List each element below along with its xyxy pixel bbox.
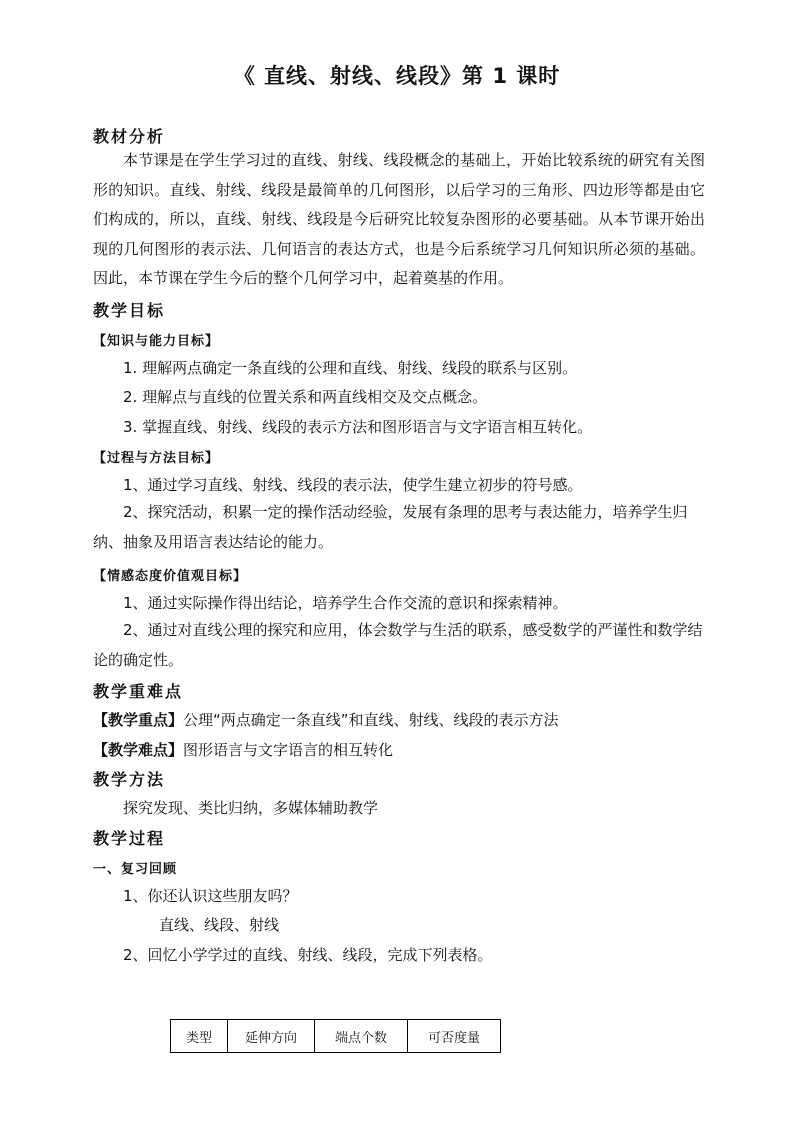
review-question-2: 2、回忆小学学过的直线、射线、线段，完成下列表格。 xyxy=(123,946,493,964)
table-header-cell: 类型 xyxy=(171,1020,228,1053)
teaching-difficulty-text: 图形语言与文字语言的相互转化 xyxy=(183,741,394,759)
review-section-label: 一、复习回顾 xyxy=(93,862,178,877)
process-goal-1: 1、通过学习直线、射线、线段的表示法，使学生建立初步的符号感。 xyxy=(123,476,583,494)
heading-goals: 教学目标 xyxy=(93,301,166,320)
table-header-cell: 可否度量 xyxy=(408,1020,501,1053)
process-goals-label: 【过程与方法目标】 xyxy=(93,451,220,466)
comparison-table xyxy=(170,1019,501,1053)
table-header-cell: 端点个数 xyxy=(315,1020,408,1053)
method-text: 探究发现、类比归纳，多媒体辅助教学 xyxy=(123,799,379,817)
emotion-goal-1: 1、通过实际操作得出结论，培养学生合作交流的意识和探索精神。 xyxy=(123,594,568,612)
knowledge-goal-2: 2. 理解点与直线的位置关系和两直线相交及交点概念。 xyxy=(123,388,488,406)
heading-process: 教学过程 xyxy=(93,829,166,848)
teaching-focus-text: 公理“两点确定一条直线”和直线、射线、线段的表示方法 xyxy=(183,711,559,729)
teaching-difficulty xyxy=(93,739,393,760)
heading-key-points: 教学重难点 xyxy=(93,682,184,701)
review-answer-1: 直线、线段、射线 xyxy=(159,916,280,934)
emotion-goal-2: 2、通过对直线公理的探究和应用，体会数学与生活的联系，感受数学的严谨性和数学结论的确定性。 xyxy=(93,621,703,669)
teaching-focus-label: 【教学重点】 xyxy=(93,711,184,729)
analysis-paragraph: 本节课是在学生学习过的直线、射线、线段概念的基础上，开始比较系统的研究有关图形的知识。直线、射线、线段是最简单的几何图形，以后学习的三角形、四边形等都是由它们构成的，所以，直线、射线、线段是今后研究比较复杂图形的必要基础。从本节课开始出现的几何图形的表示法、几何语言的表达方式，也是今后系统学习几何知识所必须的基础。因此，本节课在学生今后的整个几何学习中，起着奠基的作用。 xyxy=(93,151,705,287)
emotion-goals-label: 【情感态度价值观目标】 xyxy=(93,569,248,584)
teaching-difficulty-label: 【教学难点】 xyxy=(93,741,184,759)
table-header-row xyxy=(171,1020,501,1053)
table-header-cell: 延伸方向 xyxy=(228,1020,315,1053)
review-question-1: 1、你还认识这些朋友吗？ xyxy=(123,887,298,905)
knowledge-goals-label: 【知识与能力目标】 xyxy=(93,334,220,349)
knowledge-goal-3: 3. 掌握直线、射线、线段的表示方法和图形语言与文字语言相互转化。 xyxy=(123,418,593,436)
process-goal-2: 2、探究活动，积累一定的操作活动经验，发展有条理的思考与表达能力，培养学生归纳、抽象及用语言表达结论的能力。 xyxy=(93,503,688,551)
heading-analysis: 教材分析 xyxy=(93,127,166,146)
page-title: 《 直线、射线、线段》第 1 课时 xyxy=(233,64,561,88)
teaching-focus xyxy=(93,709,559,730)
knowledge-goal-1: 1. 理解两点确定一条直线的公理和直线、射线、线段的联系与区别。 xyxy=(123,359,578,377)
heading-method: 教学方法 xyxy=(93,770,166,789)
